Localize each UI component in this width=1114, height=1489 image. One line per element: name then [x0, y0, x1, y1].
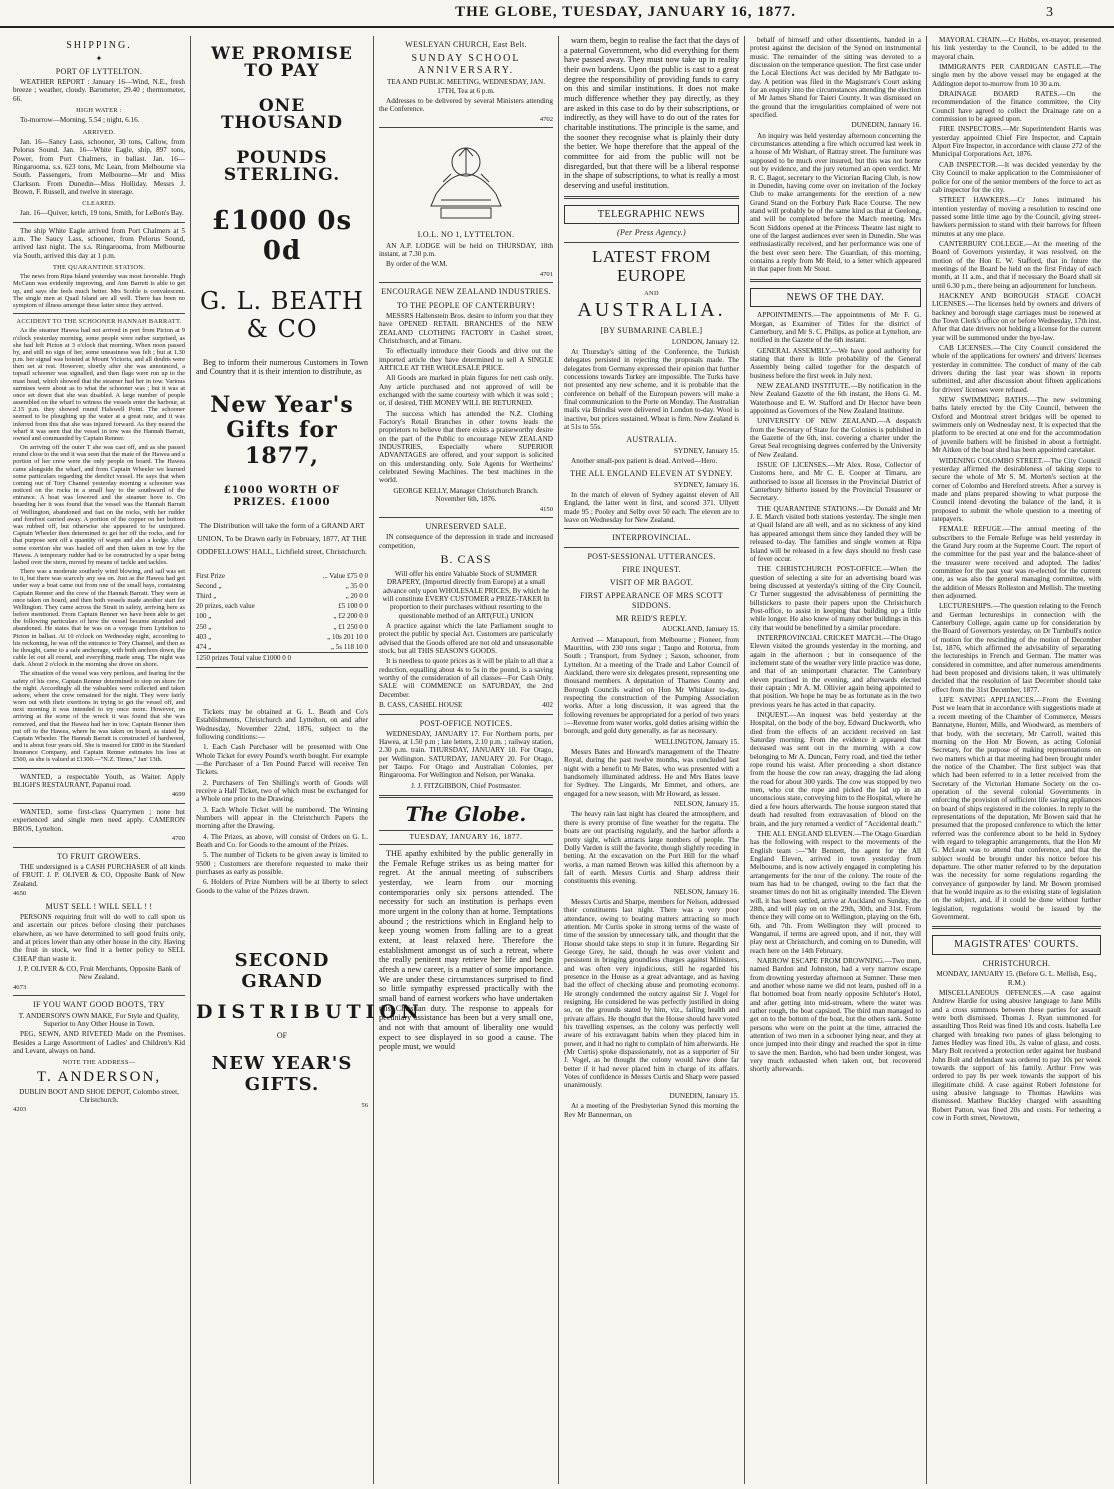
- divider: [196, 667, 368, 668]
- eleven-text: In the match of eleven of Sydney against eleven of All England, the latter went in first, and scored 371. Ullyett made 95 ; Pooley and Selby over 50 each. The eleven are to leave on Wednesday for New Zealand.: [564, 491, 739, 525]
- leader-text: THE apathy exhibited by the public generally in the Female Refuge strikes us as being matter for regret. At the annual meeting of subscribers yesterday, we learn from our morning contemporaries only six persons attended. The necessity for such an institution is perhaps even more urgent in the colony than at home. Temptations abound ; the restrictions which in England help to keep young women from falling are to a great extent, at least relaxed here. Therefore the establishment amongst us of such a retreat, where the really penitent may retrieve her life and begin afresh a new career, is a matter of some importance. We are under these circumstances surprised to find so little sympathy expressed practically with the small band of earnest workers who have undertaken this Christian duty. The response to appeals for pecuniary assistance has been but a very small one, and not with that amount of liberality one would expect to see displayed in so good a cause. The people must, we would: [379, 848, 553, 1052]
- leader-continued: warn them, begin to realise the fact that the days of a paternal Government, who did everything for them have passed away. They must now take up in reality their own burdens. Upon the public is cast to a great degree the responsibility of providing funds to carry on this and similar institutions. It does not make much difference whether they pay directly, as they are asked in this case to do by their subscriptions, or indirectly, as they will have to do out of the rates for charitable institutions. The principle is the same, and the sooner they recognise what is plainly their duty the better. We hope therefore that the appeal of the committee for aid from the public will not be disregarded, but that there will be a liberal response in the shape of subscriptions, to what is really a most deserving and useful institution.: [564, 36, 739, 191]
- prize-total: 1250 prizes Total value £1000 0 0: [196, 652, 368, 663]
- divider: [379, 282, 553, 283]
- globe-title: The Globe.: [405, 802, 527, 827]
- divider: [379, 714, 553, 715]
- eleven-heading: THE ALL ENGLAND ELEVEN AT SYDNEY.: [570, 469, 733, 479]
- prize-value: £5 100 0 0: [338, 602, 368, 611]
- divider: [379, 517, 553, 518]
- condition-4: 4. The Prizes, as above, will consist of Orders on G. L. Beath and Co. for Goods to the amount of the Prizes.: [196, 832, 368, 850]
- hallenstein-text: MESSRS Hallenstein Bros. desire to inform you that they have OPENED RETAIL BRANCHES of the NEW ZEALAND CLOTHING FACTORY in Cashel street, Christchurch, and at Timaru.: [379, 311, 553, 345]
- promise-line: WE PROMISE TO PAY: [211, 44, 353, 81]
- news-item: UNIVERSITY OF NEW ZEALAND.—A despatch from the Secretary of State for the Colonies is published in the Gazette of the 6th, inst. covering a charter under the Great Seal recognising degrees conferred by the University of New Zealand.: [750, 417, 921, 459]
- hallenstein-text: To effectually introduce their Goods and drive out the imported article they have determined to sell A SINGLE ARTICLE AT THE WHOLESALE PRICE.: [379, 347, 553, 372]
- news-item: MAYORAL CHAIN.—Cr Hobbs, ex-mayor, presented his link yesterday to the Council, to be added to the mayoral chain.: [932, 36, 1101, 61]
- firm-name: G. L. BEATH & CO: [200, 287, 364, 344]
- cass-name: B. CASS: [440, 552, 492, 567]
- news-item: FIRE INSPECTORS.—Mr Superintendent Harris was yesterday appointed Chief Fire Inspector, and Captain Alport Fire Inspector, in accordance with clause 272 of the Municipal Corporations Act, 1876.: [932, 125, 1101, 159]
- prize-row: [196, 581, 368, 591]
- quarantine-heading: THE QUARANTINE STATION.: [52, 264, 146, 272]
- encourage-heading: ENCOURAGE NEW ZEALAND INDUSTRIES.: [381, 287, 551, 297]
- cass-text: IN consequence of the depression in trade and increased competition,: [379, 533, 553, 550]
- condition-2: 2. Purchasers of Ten Shilling's worth of Goods will receive a Half Ticket, two of which must be exchanged for a Whole one prior to the Drawing.: [196, 778, 368, 804]
- accident-heading: ACCIDENT TO THE SCHOONER HANNAH BARRATT.: [16, 318, 182, 326]
- promise-line: POUNDS STERLING.: [223, 148, 341, 185]
- cass-signature: B. CASS, CASHEL HOUSE: [379, 701, 463, 710]
- of-word: OF: [276, 1030, 288, 1040]
- auckland-text: Arrived — Manapouri, from Melbourne ; Pioneer, from Mauritius, with 230 tons sugar ; Taupo and Rotorua, from South ; Transport, from Sydney ; Saxon, schooner, from Lyttelton. At a meeting of the Trade and Labor Council of Auckland, there were six delegates present, representing one thousand members. A deputation of Thames County and Borough Councils waited on Hon Mr Whitaker to-day, respecting the construction of the Pumping Association works. After a long discussion, it was agreed that the following revenues be appropriated for a period of two years :—Revenue from water works, gold duties arising within the borough, and gold duty generally, as far as necessary.: [564, 635, 739, 736]
- to-people-heading: TO THE PEOPLE OF CANTERBURY!: [396, 300, 536, 310]
- boots-ad: T. ANDERSON'S OWN MAKE, For Style and Quality, Superior to Any Other House in Town.: [18, 1011, 180, 1028]
- press-agency: (Per Press Agency.): [616, 228, 686, 238]
- news-item: CAB LICENSES.—The City Council considered the whole of the applications for owners' and drivers' licenses yesterday in committee. The conduct of many of the cab drivers during the last year was shown in reports submitted, and after discussion about fifteen applications for drivers' licenses were refused.: [932, 344, 1101, 394]
- dateline-wellington: WELLINGTON, January 15.: [654, 737, 739, 746]
- weather-report: WEATHER REPORT : January 16—Wind, N.E., fresh breeze ; weather, cloudy. Barometer, 29.40 ; thermometer, 66.: [13, 78, 185, 103]
- column-5: [745, 36, 927, 1484]
- prize-row: [196, 622, 368, 632]
- sub-heading: FIRE INQUEST.: [622, 564, 681, 574]
- condition-1: 1. Each Cash Purchaser will be presented with One Whole Ticket for every Pound's worth bought. For example—the Purchaser of a Ten Pound Parcel will receive Ten Tickets.: [196, 743, 368, 777]
- hallenstein-signature: GEORGE KELLY, Manager Christchurch Branch. November 6th, 1876.: [393, 486, 539, 504]
- anderson-name: T. ANDERSON,: [36, 1069, 162, 1086]
- sub-heading: FIRST APPEARANCE OF MRS SCOTT SIDDONS.: [580, 591, 723, 610]
- second-grand: SECOND GRAND: [234, 950, 330, 993]
- news-item: LIFE SAVING APPLIANCES.—From the Evening Post we learn that in accordance with suggestions made at a recent meeting of the Chamber of Commerce, Messrs Bannatyne, Hunter, Mills, and Woodward, as members of that body, with the secretary, Mr Carroll, waited this morning on the Hon Mr Bowen, as acting Colonial Secretary, for the purpose of making representations on two matters which at that meeting had been brought under the notice of the Chamber. The first subject was that which had been referred to in a letter received from the Secretary of the Victorian Humane Society on the co-operation of the several colonial Governments in enforcing the provision of sufficient life saving appliances on board of ships registered in the colonies. In reply to the representations of the deputation, Mr Bowen said that he presumed that the proposed conference to which the letter referred was the conference about to be held in Sydney with regard to telegraphic arrangements, that the Hon Mr G. McLean was to attend that conference, and that the subject would be brought under his notice before his departure. The other matter referred to by the deputation was the necessity for some regulations regarding the conveyance of gunpowder by land. Mr Bowen promised that he would inquire as to the existing state of legislation on the subject, and, if it could be done without further legislation, regulations would be issued by the Government.: [932, 696, 1101, 922]
- dateline-dunedin: DUNEDIN, January 16.: [851, 121, 921, 130]
- magistrates-heading: MAGISTRATES' COURTS.: [932, 935, 1101, 955]
- masthead: [0, 0, 1114, 28]
- accident-text: On arriving off the outer T she was cast off, and as she passed round close to the end it was seen that the mate of the Hawea and a portion of her crew were the only people on board. The Hawea came alongside the wharf, and from Captain Wheeler we learned some particulars regarding the derelict vessel. He says that when coming out of Tory Channel yesterday morning a schooner was noticed on the rocks in a small bay to the southward of the entrance. A boat was lowered and the steamer hove to. On boarding her it was found that the vessel was the Hannah Barratt of Wellington, abandoned and fast on the rocks, with her rudder and forefoot carried away. A portion of the copper on her bottom was rubbed off, but otherwise she appeared to be uninjured. Captain Wheeler then determined to get her off the rocks, and for that purpose sent off a quantity of warps and also a kedge. After some exertion she was hauled off and then taken in tow by the Hawea. A temporary rudder had to be constructed by a spar being lashed over the stern, moved by means of tackle and tackles.: [13, 444, 185, 566]
- news-item: FEMALE REFUGE.—The annual meeting of the subscribers to the Female Refuge was held yesterday in the Grand Jury room at the Supreme Court. The report of the committee for the past year and the balance-sheet of the treasurer were received and adopted. The ladies' committee for the past year was re-elected for the current one, as was also the general managing committee, with the addition of Messrs Rolleston and Mellish. The meeting then adjourned.: [932, 525, 1101, 600]
- boots-heading: IF YOU WANT GOOD BOOTS, TRY: [33, 1000, 165, 1010]
- pegged-ad: PEG, SEWN, AND RIVETED Made on the Premises. Besides a Large Assortment of Ladies' and Children's Kid and Levant, always on hand.: [13, 1030, 185, 1055]
- column-4: [559, 36, 745, 1484]
- column-6: [927, 36, 1106, 1484]
- ornament-icon: ✦: [95, 53, 103, 63]
- news-item: HACKNEY AND BOROUGH STAGE COACH LICENSES.—The licenses held by owners and drivers of hackney and borough stage carriages must be renewed at the Town Clerk's office on or before Wednesday, 17th inst. After that date drivers not holding a license for the current year will be summoned under the bye-law.: [932, 291, 1101, 342]
- lodge-signature: By order of the W.M.: [386, 260, 448, 269]
- church-heading: WESLEYAN CHURCH, East Belt.: [405, 40, 527, 49]
- prize-row: [196, 571, 368, 581]
- lodge-emblem-icon: [379, 134, 553, 226]
- sydney-text: Another small-pox patient is dead. Arrived—Hero.: [571, 457, 718, 466]
- news-item: INQUEST.—An inquest was held yesterday at the Hospital, on the body of the boy, Edward Duckworth, who died from the effects of an accident received on last Saturday morning. From the evidence it appeared that deceased was sent out in the morning with a cow belonging to Mr A. Duncan, Ferry road, and tied the tether rope round his waist. After proceeding a short distance from the house the cow ran away, dragging the lad along the road for about 300 yards. The cow was stopped by two men, who cut the rope and picked the lad up in an unconscious state, conveying him to the Hospital, where he died a few hours afterwards. The house surgeon stated that death had resulted from extravasation of blood on the brain, and the jury returned a verdict of "Accidental death.": [750, 711, 921, 828]
- dateline-nelson: NELSON, January 15.: [673, 800, 739, 809]
- anniversary-heading: SUNDAY SCHOOL ANNIVERSARY.: [411, 53, 521, 76]
- persons-signature: J. P. OLIVER & CO, Fruit Merchants, Opposite Bank of New Zealand.: [17, 964, 181, 982]
- persons-ad: PERSONS requiring fruit will do well to call upon us and ascertain our prices before closing their purchases elsewhere, as we have determined to sell good fruits only, and at prices lower than any other house in the city. Having the fruit in stock, we find it a better policy to SELL CHEAP than waste it.: [13, 912, 185, 963]
- fruit-ad: THE undersigned is a CASH PURCHASER of all kinds of FRUIT. J. P. OLIVER & CO, Opposite Bank of New Zealand.: [13, 862, 185, 888]
- prize-label: Second „: [196, 582, 222, 591]
- ad-number: 402: [542, 701, 553, 710]
- prize-label: 250 „: [196, 622, 212, 631]
- prize-value: „ 10s 201 10 0: [327, 632, 368, 641]
- worth-of-prizes: £1000 WORTH OF PRIZES. £1000: [223, 485, 341, 508]
- wanted-ad: WANTED, a respectable Youth, as Waiter. Apply BLIGH'S RESTAURANT, Papanui road.: [13, 772, 185, 789]
- page-number: 3: [1046, 4, 1054, 20]
- high-water-heading: HIGH WATER :: [76, 107, 122, 115]
- court-date: MONDAY, JANUARY 15. (Before G. L. Mellish, Esq., R.M.): [936, 970, 1097, 987]
- condition-6: 6. Holders of Prize Numbers will be at liberty to select Goods to the value of the Prizes drawn.: [196, 878, 368, 895]
- condition-5: 5. The number of Tickets to be given away is limited to 9500 ; Customers are therefore requested to make their purchases as early as possible.: [196, 851, 368, 877]
- promise-line: ONE THOUSAND: [220, 96, 344, 133]
- cass-footer: [379, 701, 553, 709]
- must-sell-heading: MUST SELL ! WILL SELL ! !: [45, 901, 153, 911]
- dunedin-text: At a meeting of the Presbyterian Synod this morning the Rev Mr Bannerman, on: [564, 1102, 739, 1119]
- prize-row: [196, 632, 368, 642]
- firm-intro: Beg to inform their numerous Customers in Town and Country that it is their intention to distribute, as: [196, 357, 368, 377]
- arrived-heading: ARRIVED.: [82, 128, 116, 136]
- news-item: INTERPROVINCIAL CRICKET MATCH.—The Otago Eleven visited the grounds yesterday in the morning, and again in the afternoon ; but in consequence of the inclement state of the weather very little practice was done, and that of an unimportant character. The Canterbury eleven practised in the evening, and afterwards elected their captain ; Mr A. M. Ollivier again being appointed to that position. We hope he may be as fortunate as in the two previous years he has acted in that capacity.: [750, 633, 921, 709]
- prize-row: [196, 591, 368, 601]
- news-item: GENERAL ASSEMBLY.—We have good authority for stating that there is little probability of the General Assembly being called together for the despatch of business before the first week in July next.: [750, 346, 921, 380]
- address-heading: NOTE THE ADDRESS—: [62, 1059, 136, 1067]
- divider: [13, 995, 185, 996]
- post-office-heading: POST-OFFICE NOTICES.: [419, 718, 513, 728]
- divider: [379, 127, 553, 128]
- prize-label: 403 „: [196, 632, 212, 641]
- newspaper-columns: [8, 36, 1106, 1484]
- unreserved-heading: UNRESERVED SALE.: [425, 522, 507, 532]
- latest-from-europe: LATEST FROM EUROPE: [591, 246, 711, 286]
- dateline-sydney: SYDNEY, January 16.: [674, 480, 739, 489]
- sub-heading: VISIT OF MR BAGOT.: [609, 578, 694, 588]
- prize-value: „ 5s 118 10 0: [330, 642, 368, 651]
- ad-number: 4150: [539, 505, 553, 513]
- prize-label: 474 „: [196, 642, 212, 651]
- cleared-heading: CLEARED.: [82, 200, 116, 208]
- news-item: CAB INSPECTOR.—It was decided yesterday by the City Council to make application to the Commissioner of police for one of the senior members of the force to act as cab inspector for the city.: [932, 160, 1101, 194]
- news-item: STREET HAWKERS.—Cr Jones intimated his intention yesterday of moving a resolution to rescind one passed some little time ago by the Council, giving street-hawkers permission to stand with their barrows for fifteen minutes at any one place.: [932, 196, 1101, 238]
- divider: [932, 926, 1101, 929]
- ad-number: 4650: [13, 889, 27, 897]
- australia-heading: AUSTRALIA.: [577, 299, 726, 322]
- dunedin2-text: An inquiry was held yesterday afternoon concerning the circumstances attending a fire which occurred last week in a house of Mr Wishart, of Rattray street. The furniture was supposed to be much over insured, but this was not borne out by evidence, and the jury returned an open verdict. Mr R. C. Bagot, secretary to the Victorian Racing Club, is now in Dunedin, having come over on invitation of the Jockey Club to make arrangements for the erection of a new Grand Stand on the Forbury Park Race Course. The new stand will probably be of the same kind as that at Geelong, and will be completed before the March meeting. Mrs Scott Siddons opened at the Princess Theatre last night to one of the largest audiences ever seen in Dunedin. She was enthusiastically received, and her performance was one of the best ever seen here. The Guardian, of this morning, contains a reply from Mr Reid, to a letter which appeared in that paper from Mr Stout.: [750, 131, 921, 274]
- prize-table: [196, 571, 368, 663]
- new-years-gifts: New Year's Gifts for 1877,: [210, 391, 354, 469]
- divider: [13, 768, 185, 769]
- court-text: MISCELLANEOUS OFFENCES.—A case against Andrew Hardie for using abusive language to Jane Mills and a cross summons between these parties for assault were both dismissed. Thomas J. Ryan summoned for assaulting Thos Reid was fined 10s and costs. Isabella Lee charged with breaking two panes of glass belonging to James Hedley was fined 10s, 2s value of glass, and costs. Mary Bolt received a protection order against her husband John Bolt and defendant was ordered to pay 10s per week towards the support of his family. Arthur Frew was ordered to pay 8s per week towards the support of his illegitimate child. A case against Robert Johnstone for using abusive language to Thomas Hawkins was dismissed. Matthew Buckley charged with assaulting Robert Patton, was fined 20s and costs. For tethering a cow in Forth street, Newtown,: [932, 988, 1101, 1123]
- prize-label: Third „: [196, 592, 217, 601]
- divider: [13, 313, 185, 314]
- ad-number: 4702: [539, 115, 553, 123]
- prize-value: „ £1 250 0 0: [333, 622, 368, 631]
- dateline-dunedin: DUNEDIN, January 15.: [669, 1091, 739, 1100]
- news-item: WIDENING COLOMBO STREET.—The City Council yesterday affirmed the desirableness of taking steps to secure the whole of Mr S. M. Morten's section at the corner of Colombo and Hereford streets. After a survey is made and plans prepared showing to what purpose the Council intend devoting the balance of the land, it is proposed to submit the whole question to a meeting of ratepayers.: [932, 456, 1101, 523]
- distribution-word: DISTRIBUTION: [196, 1000, 424, 1023]
- news-item: DRAINAGE BOARD RATES.—On the recommendation of the finance committee, the City Council have agreed to collect the Drainage rate on a commission to be agreed upon.: [932, 90, 1101, 124]
- divider: [13, 222, 185, 223]
- synod-text: behalf of himself and other dissentients, handed in a protest against the decision of the Synod on instrumental music. The remainder of the sitting was devoted to a discussion on the temperance question. The first case under the Local Elections Act was decided by Mr Bathgate to-day. A petition was filed in the Magistrate's Court asking for an enquiry into the circumstances attending the election of Mr James Shand for Taieri County. It was dismissed on the ground that the irregularities complained of were not specified.: [750, 36, 921, 120]
- ad-number: 56: [361, 1101, 368, 1109]
- cass-text: Will offer his entire Valuable Stock of SUMMER DRAPERY, (Imported directly from Europe) at a small advance only upon WHOLESALE PRICES, By which he will constitute EVERY CUSTOMER a PRIZE-TAKER In proportion to their purchases without resorting to the questionable method of an ART(FUL) UNION: [382, 570, 550, 620]
- prize-value: „ 20 0 0: [345, 592, 368, 601]
- lodge-text: AN A.P. LODGE will be held on THURSDAY, 18th instant, at 7.30 p.m.: [379, 241, 553, 259]
- divider: [564, 196, 739, 199]
- divider: [750, 279, 921, 282]
- prize-row: [196, 601, 368, 611]
- prize-value: ... Value £75 0 0: [322, 571, 368, 580]
- news-item: THE CHRISTCHURCH POST-OFFICE.—When the question of selecting a site for an advertising board was being discussed at yesterday's sitting of the City Council, Cr Turner suggested the advisableness of permitting the billstickers to paste their papers upon the Christchurch Post-office, to assist in keeping that building up a little while longer. He also knew of many other buildings in this city that would be benefitted by a similar procedure.: [750, 565, 921, 632]
- cass-text: A practice against which the late Parliament sought to protect the public by special Act. Customers are particularly advised that the Goods offered are not old and unseasonable stock, but all THIS SEASON'S GOODS.: [379, 622, 553, 656]
- australia-sub: AUSTRALIA.: [626, 435, 677, 445]
- wellington-text: Messrs Bates and Howard's management of the Theatre Royal, during the past twelve months, was concluded last night with a benefit to Mr Bates, who was presented with a handsomely illuminated address. He and Mrs Bates leave for Sydney. The Lingards, Mr Emmet, and others, are engaged for a new season, with Mr Howard, as lessee.: [564, 748, 739, 798]
- dateline-nelson: NELSON, January 16.: [673, 887, 739, 896]
- tea-meeting: TEA AND PUBLIC MEETING, WEDNESDAY, JAN. 17TH, Tea at 6 p.m.: [387, 78, 545, 95]
- news-of-the-day-heading: NEWS OF THE DAY.: [750, 288, 921, 308]
- column-1: [8, 36, 191, 1484]
- news-item: APPOINTMENTS.—The appointments of Mr F. G. Morgan, as Examiner of Titles for the district of Canterbury, and Mr S. C. Philips, as police at Lyttelton, are notified in the Gazette of the 6th instant.: [750, 311, 921, 345]
- accident-text: There was a moderate southerly wind blowing, and sail was set to it, but there was scarcely any sea on. Just as the Hawea had got under way a boat came out from one of the small bays, containing Captain Renner and the crew of the Hannah Barratt. They were at once taken on board, and then both vessels made another start for Wellington. They came across the Strait in safety, arriving here as before mentioned. From Captain Renner we have been able to get the following particulars of how the vessel became stranded and abandoned. He states that he was on a voyage from Lyttelton to Picton in ballast. At 10 o'clock on Wednesday night, according to his reckoning, he was off the entrance to Tory Channel, and then as he thought, came to a safe anchorage, with both anchors down, the cable let out all round, and everything made snug. The night was dark. About 2 o'clock in the morning she drove on shore.: [13, 568, 185, 669]
- arrived-list: Jan. 16—Sancy Lass, schooner, 30 tons, Callow, from Pelorus Sound. Jan. 16—White Eagle, ship, 897 tons, Power, from Port Chalmers, in ballast. Jan. 16—Ringarooma, s.s. 623 tons, Mc Lean, from Melbourne via South. Passengers, from Melbourne—Mr and Miss Clarkson. From Dunedin—Miss Holliday. Messrs J. Brown, F. Russell, and twelve in steerage.: [13, 137, 185, 196]
- divider: [564, 242, 739, 243]
- prize-label: 100 „: [196, 612, 212, 621]
- divider: [564, 547, 739, 548]
- news-item: NEW SWIMMING BATHS.—The new swimming baths lately erected by the City Council, between the Oxford and Montreal street bridges will be opened to swimmers only on Wednesday next. It is expected that the platform to be erected at one end for the accommodation of juvenile bathers will be finished in about a fortnight. Mr Aitken of the boat shed has been appointed caretaker.: [932, 396, 1101, 455]
- news-item: NARROW ESCAPE FROM DROWNING.—Two men, named Bardon and Johnston, had a very narrow escape from drowning yesterday afternoon at Sumner. These men and another whose name we did not learn, pushed off in a flat bottomed boat from nearly opposite Schluter's Hotel, and after getting into mid-stream, where the water was rather rough, the boat capsized. The third man managed to get on to the bottom of the boat, but the others sank. Some persons who were on the point at the time, attracted the attention of two men in a schooner lying near, and they at once jumped into their dingy and reached the spot in time to save the men. Bardon, who had been under longest, was very much exhausted when taken out, but recovered shortly afterwards.: [750, 957, 921, 1074]
- ad-number: 4701: [539, 270, 553, 278]
- ad-number: 4699: [171, 791, 185, 799]
- anderson-sub: DUBLIN BOOT AND SHOE DEPOT, Colombo street, Christchurch.: [19, 1087, 179, 1105]
- hallenstein-text: The success which has attended the N.Z. Clothing Factory's Retail Branches in other towns leads the proprietors to believe that there exists a praiseworthy desire on the part of the Public to encourage NEW ZEALAND INDUSTRIES, Especially where SUPERIOR ADVANTAGES are offered, and your support is solicited on this understanding only. Sole Agents for Wertheims' celebrated Sewing Machines. The best machines in the world.: [379, 409, 553, 485]
- news-item: THE ALL ENGLAND ELEVEN.—The Otago Guardian has the following with respect to the movements of the English team :—"Mr Bennett, the agent for the All England Eleven, arrived in town yesterday from Melbourne, and is now actively engaged in completing his arrangements for the tour of the colony. The route of the team has had to be changed, owing to the fact that the steamer times do not hit as originally intended. The Eleven will, it has been settled, arrive at Auckland on Sunday, the 28th, and will play on on the 29th, 30th, and 31st. From thence they will come on to Wellington, playing on the 6th, 6th, and 7th. From Wellington they will proceed to Wanganui, if terms are agreed upon, and if not, they will play next at Christchurch, and coming on to Dunedin, will reach here on the 14th February.: [750, 829, 921, 955]
- shipping-heading: SHIPPING.: [66, 40, 132, 51]
- port-heading: PORT OF LYTTELTON.: [55, 66, 143, 76]
- divider: [13, 803, 185, 804]
- cleared-list: Jan. 16—Quiver, ketch, 19 tons, Smith, for LeBon's Bay.: [20, 209, 184, 218]
- post-office-signature: J. J. FITZGIBBON, Chief Postmaster.: [411, 781, 521, 790]
- prize-value: „ £2 200 0 0: [333, 612, 368, 621]
- divider: [13, 847, 185, 848]
- ad-number: 4700: [171, 835, 185, 843]
- hallenstein-text: All Goods are marked in plain figures for nett cash only. Any article purchased and not approved of will be exchanged with the same courtesy with which it was sold ; or, if desired, THE MONEY WILL BE RETURNED.: [379, 374, 553, 408]
- dateline-auckland: AUCKLAND, January 15.: [661, 625, 739, 634]
- cable-heading: [BY SUBMARINE CABLE.]: [600, 326, 703, 336]
- shipping-notes: The ship White Eagle arrived from Port Chalmers at 5 a.m. The Saucy Lass, schooner, from Pelorus Sound, arrived last night. The s.s. Ringarooma, from Melbourne via South, arrived this day at 1 p.m.: [13, 226, 185, 260]
- divider: [379, 795, 553, 798]
- dateline-sydney: SYDNEY, January 15.: [674, 446, 739, 455]
- wanted-ad: WANTED, some first-class Quarrymen ; none but experienced and single men need apply. CAMERON BROS, Lyttelton.: [13, 807, 185, 833]
- post-office-text: WEDNESDAY, JANUARY 17. For Northern ports, per Hawea, at 1.50 p.m ; late letters, 2.10 p.m. ; railway station, 2.30 p.m. train. THURSDAY, JANUARY 18. For Otago, per Wellington. SATURDAY, JANUARY 20. For Otago, per Taupo. For Otago and Australian Colonies, per Ringarooma. For Wellington and Nelson, per Wanaka.: [379, 729, 553, 780]
- prize-row: [196, 611, 368, 621]
- news-item: LECTURESHIPS.—The question relating to the French and German lectureships in connection with the Canterbury College, again came up for consideration by the Board of Governors yesterday, on Dr Turnbull's notice of motion for the rescinding of the motion of December 1st, 1876, which affirmed the advisability of separating the lectureships in French and German. The matter was considered in committee, and after numerous amendments had been proposed and divisions taken, it was ultimately decided that the resolution of last December should take effect from the 31st December, 1877.: [932, 602, 1101, 694]
- accident-text: The situation of the vessel was very perilous, and fearing for the safety of his crew, Captain Renner determined to stop on shore for the night. Accordingly all the valuables were collected and taken ashore, where the crew remained for the night. They were fairly worn out with their exertions in trying to get the vessel off, and next morning it was intended to try once more. However, on arriving at the scene of the wreck it was found that she was removed, and that the Hawea had her in tow. Captain Renner then put off to the Hawea, where he was taken on board, as stated by Captain Wheeler. The Hannah Barratt is constructed of hardwood, and is about four years old. She is insured for £800 in the Standard Insurance Company, and Captain Renner estimates his loss at £500, as she is valued at £1300.—"N.Z. Times," Jan' 13th.: [13, 670, 185, 764]
- accident-text: As the steamer Hawea had not arrived in port from Picton at 9 o'clock yesterday morning, some people were rather surprised, as she had left Picton at 3 o'clock that morning. When noon passed by, and still no sign of her, some uneasiness was felt ; but at 1.30 p.m. her signal was hoisted at Mount Victoria, and all doubts were then set at rest. However, shortly after she was announced, a topsail schooner was signalled, and then flags were run up to the mast head, which showed that the steamer had her in tow. Various surmises were about as to what the schooner was ; but it was at once set down that she was disabled. A large number of people assembled on the wharf to witness the vessels enter the harbour, at 2.15 p.m. they showed round Halswell Point. The schooner seemed to be ploughing up the water at a great rate, and it was inferred from this that she was injured forward. As they neared the wharf it was seen that the vessel in tow was the Hannah Barratt, owned and commanded by Captain Renner.: [13, 327, 185, 442]
- ad-number: 4203: [13, 1106, 27, 1114]
- sub-heading: MR REID'S REPLY.: [615, 613, 688, 623]
- divider: [564, 528, 739, 529]
- prize-label: 20 prizes, each value: [196, 602, 255, 611]
- and-word: AND: [644, 290, 659, 298]
- condition-3: 3. Each Whole Ticket will be numbered. The Winning Numbers will appear in the Christchurch Papers the morning after the Drawing.: [196, 805, 368, 831]
- cass-text: It is needless to quote prices as it will be plain to all that a reduction, equalling about 4s to 5s in the pound, is a saving worthy of the consideration of all classes—For Cash Only. SALE will COMMENCE on SATURDAY, the 2nd December.: [379, 657, 553, 699]
- prize-label: First Prize: [196, 571, 225, 580]
- dateline-london: LONDON, January 12.: [671, 337, 739, 346]
- news-item: THE QUARANTINE STATIONS.—Dr Donald and Mr J. E. March visited both stations yesterday. The single men at Quail Island are all well, and as no sickness of any kind has appeared amongst them since they landed they will be released to-day. The families and single women at Ripa Island will be released in a few days should no fresh case of fever occur.: [750, 504, 921, 563]
- dateline: TUESDAY, JANUARY 16, 1877.: [379, 830, 553, 845]
- new-years-gifts-final: NEW YEAR'S GIFTS.: [211, 1053, 353, 1096]
- lodge-heading: I.O.L. NO 1, LYTTELTON.: [417, 230, 515, 240]
- quarantine-text: The news from Ripa Island yesterday was most favorable. Hugh McCann was evidently improving, and Ann Barrett is able to get up, and says she feels much better. Mrs Scoble is convalescent. The single men at Quail Island are all well. There has been no symptom of illness amongst these latter since they arrived.: [13, 273, 185, 309]
- london-text: At Thursday's sitting of the Conference, the Turkish delegates persisted in rejecting the proposals made. The delegates from Germany expressed their opinion that further concessions towards Turkey are impossible. The Turks have not presented any new scheme, and it is probable that the conference on behalf of the European powers will make a final communication to the Porte on Monday. The Australian mails via Brindisi were delivered in London to-day. Wool is inactive, but prices sustained. Wheat is firm. New Zealand is at 51s to 55s.: [564, 348, 739, 432]
- news-item: ISSUE OF LICENSES.—Mr Alex. Rose, Collector of Customs here, and Mr C. E. Cooper at Timaru, are authorised to issue all licenses in the Provincial District of Canterbury hitherto issued by the Provincial Treasurer or Secretary.: [750, 461, 921, 503]
- prize-row: [196, 642, 368, 653]
- fruit-heading: TO FRUIT GROWERS.: [57, 851, 141, 861]
- telegraphic-heading: TELEGRAPHIC NEWS: [564, 205, 739, 225]
- nelson2-text: Messrs Curtis and Sharpe, members for Nelson, addressed their constituents last night. There was a very poor attendance, owing to boating matters attracting so much attention. Mr Curtis spoke in strong terms of the waste of time of the session by unnecessary talk, and thought that the House should take steps to stop it in future. Regarding Sir George Grey, he said, though he was over violent and persistent in bringing groundless charges against Ministers, and was often very injudicious, still he regarded his presence in the House as a great advantage, and as having had the effect of checking abuse and promoting economy. He strongly condemned the outcry against Sir J. Vogel for resigning. He considered he was perfectly justified in doing so, on the grounds stated by him, viz., failing health and private affairs. He thought that the House should have voted his travelling expenses, as the colony was perfectly well aware of his extravagant habits when they placed him in power, and it had no right to complain of him afterwards. He (Mr Curtis) spoke dispassionately, not as a supporter of Sir J. Vogel, as he thought the colony would have done far better if it had never placed him in charge of its affairs. Votes of confidence in Messrs Curtis and Sharp were passed unanimously.: [564, 897, 739, 1090]
- news-item: NEW ZEALAND INSTITUTE.—By notification in the New Zealand Gazette of the 6th instant, the Hons G. M. Waterhouse and E. W. Stafford and Dr Hector have been appointed as Governors of the New Zealand Institute.: [750, 381, 921, 415]
- sub-heading: POST-SESSIONAL UTTERANCES.: [587, 551, 716, 561]
- nelson-text: The heavy rain last night has cleared the atmosphere, and there is every promise of fine weather for the regatta. The boats are out practising regularly, and the harbor affords a pretty sight, which attracts large numbers of people. The Dolly Varden is still the favorite, though slightly receding in betting. At the excavation on the Port Hill for the wharf works, a man named Brown was killed this afternoon by a fall of earth. Messrs Curtis and Sharp address their constituents this evening.: [564, 810, 739, 886]
- masthead-title: THE GLOBE, TUESDAY, JANUARY 16, 1877.: [455, 4, 796, 21]
- christchurch-heading: CHRISTCHURCH.: [982, 959, 1051, 968]
- news-item: IMMIGRANTS PER CARDIGAN CASTLE.—The single men by the above vessel may be engaged at the Addington depot to-morrow from 10 30 a.m.: [932, 63, 1101, 88]
- tickets-text: Tickets may be obtained at G. L. Beath and Co's Establishments, Christchurch and Lyttelton, on and after Wednesday, November 22nd, 1876, subject to the following conditions:—: [196, 707, 368, 741]
- interprovincial-heading: INTERPROVINCIAL.: [612, 533, 691, 543]
- distribution-text: The Distribution will take the form of a GRAND ART UNION, To be Drawn early in February, 1877, AT THE ODDFELLOWS' HALL, Lichfield street, Christchurch.: [197, 521, 367, 557]
- prize-value: „ 35 0 0: [345, 582, 368, 591]
- news-item: CANTERBURY COLLEGE.—At the meeting of the Board of Governors yesterday, it was resolved, on the motion of the Hon E. W. Stafford, that in future the meetings of the Board be held on the first Friday of each month, at 11 a.m., and that if necessary the Board shall sit until 6.30 p.m., there being an adjournment for luncheon.: [932, 239, 1101, 290]
- ad-number: 4673: [13, 983, 27, 991]
- prize-amount: £1000 0s 0d: [211, 206, 353, 267]
- column-3: [374, 36, 559, 1484]
- tea-addresses: Addresses to be delivered by several Ministers attending the Conference.: [379, 97, 553, 114]
- high-water: To-morrow—Morning, 5.54 ; night, 6.16.: [20, 116, 140, 125]
